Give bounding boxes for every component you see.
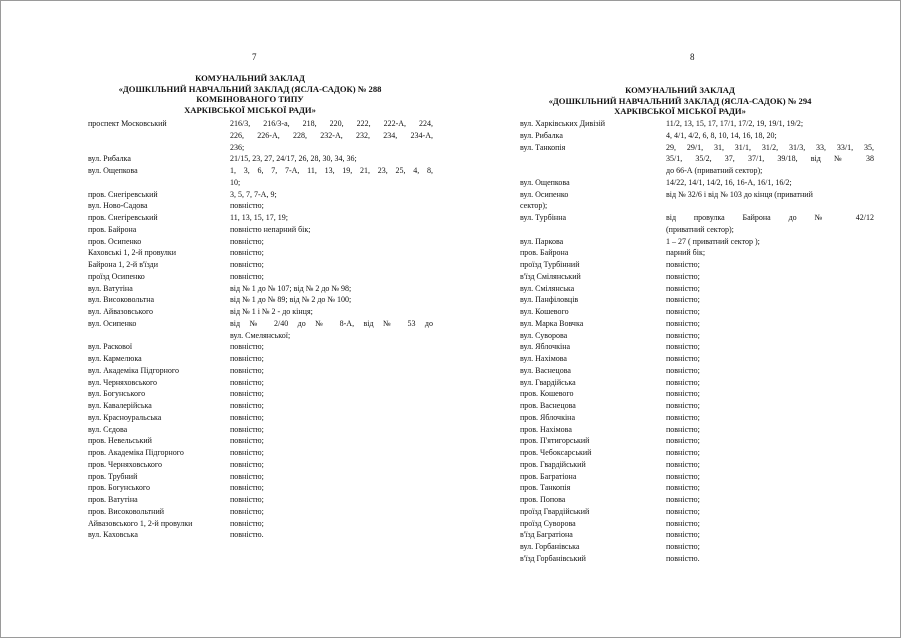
street-row: [520, 471, 874, 483]
street-name: пров. Черняховського: [88, 459, 162, 469]
street-name: в'їзд Багратіона: [520, 530, 573, 540]
street-row: [88, 482, 433, 494]
house-numbers-line: повністю;: [230, 365, 264, 375]
house-numbers-line: повністю;: [230, 506, 264, 516]
street-name: проїзд Турбінний: [520, 260, 580, 269]
street-name: вул. Суворова: [520, 330, 568, 340]
house-numbers: [230, 494, 433, 506]
street-name: вул. Сєдова: [88, 424, 128, 434]
street-name: вул. Гвардійська: [520, 377, 576, 387]
house-numbers: [666, 482, 874, 494]
house-numbers: [230, 529, 433, 541]
street-row: [520, 177, 874, 189]
house-numbers: [230, 236, 433, 248]
street-name: вул. Академіка Підгорного: [88, 365, 179, 375]
house-numbers: [230, 247, 433, 259]
street-row: [520, 330, 874, 342]
street-name: пров. Високовольтний: [88, 506, 164, 516]
house-numbers: [666, 318, 874, 330]
street-name: вул. Високовольтна: [88, 295, 155, 305]
house-numbers-line: від № 1 до № 107; від № 2 до № 98;: [230, 283, 352, 293]
street-name: вул. Черняховського: [88, 377, 158, 387]
street-name: Каховські 1, 2-й провулки: [88, 248, 177, 258]
house-numbers: [666, 529, 874, 541]
street-row: [520, 459, 874, 471]
street-row: [88, 506, 433, 518]
street-name: проїзд Осипенко: [88, 271, 145, 281]
house-numbers-line: повністю;: [230, 389, 264, 399]
street-name: вул. Кармелюка: [88, 354, 142, 363]
house-numbers-line: повністю;: [666, 283, 700, 293]
street-name: вул. Красноуральська: [88, 412, 162, 422]
house-numbers-line: повністю;: [666, 260, 700, 269]
house-numbers-line: повністю;: [230, 436, 264, 446]
street-name: пров. Попова: [520, 495, 566, 504]
house-numbers-line: 4, 4/1, 4/2, 6, 8, 10, 14, 16, 18, 20;: [666, 130, 777, 140]
house-numbers: [666, 212, 874, 236]
house-numbers: [666, 518, 874, 530]
house-numbers-line: повністю;: [666, 377, 700, 387]
house-numbers-line: від провулка Байрона до № 42/12: [666, 213, 874, 222]
street-name: вул. Харківських Дивізій: [520, 119, 606, 128]
house-numbers-line: повністю;: [230, 401, 264, 410]
street-row: [88, 212, 433, 224]
street-row: [88, 165, 433, 189]
house-numbers-line: повністю;: [666, 307, 700, 316]
street-name: пров. Кошевого: [520, 389, 574, 399]
house-numbers-line: 11/2, 13, 15, 17, 17/1, 17/2, 19, 19/1, 19/2;: [666, 119, 804, 128]
street-row: [88, 294, 433, 306]
street-name: пров. Яблочкіна: [520, 412, 576, 422]
house-numbers-line: повністю;: [666, 342, 700, 352]
institution-heading: [80, 73, 420, 115]
street-row: [88, 153, 433, 165]
street-row: [520, 318, 874, 330]
house-numbers-line: 236;: [230, 142, 245, 152]
house-numbers-line: 29, 29/1, 31, 31/1, 31/2, 31/3, 33, 33/1, 35,: [666, 142, 874, 152]
street-name: вул. Рибалка: [88, 154, 131, 164]
street-name: вул. Кавалерійська: [88, 401, 152, 410]
house-numbers: [666, 365, 874, 377]
house-numbers-line: 11, 13, 15, 17, 19;: [230, 213, 288, 222]
street-name: вул. Богунського: [88, 389, 146, 399]
house-numbers: [666, 118, 874, 130]
house-numbers-line: 1 – 27 ( приватний сектор );: [666, 236, 760, 246]
street-name: вул. Осипенко: [520, 189, 569, 199]
street-row: [88, 471, 433, 483]
house-numbers-line: 1, 3, 6, 7, 7-А, 11, 13, 19, 21, 23, 25, 4, 8,: [230, 166, 433, 175]
house-numbers: [230, 412, 433, 424]
house-numbers: [666, 306, 874, 318]
street-row: [88, 353, 433, 365]
house-numbers: [666, 494, 874, 506]
house-numbers: [230, 388, 433, 400]
street-row: [88, 189, 433, 201]
house-numbers: [666, 400, 874, 412]
house-numbers: [230, 153, 433, 165]
house-numbers: [666, 447, 874, 459]
house-numbers-line: 226, 226-А, 228, 232-А, 232, 234, 234-А,: [230, 130, 433, 140]
heading-line: ХАРКІВСЬКОЇ МІСЬКОЇ РАДИ»: [614, 106, 746, 116]
street-row: [520, 518, 874, 530]
house-numbers-line: повністю непарний бік;: [230, 224, 311, 234]
street-name: пров. Снегіревський: [88, 189, 158, 199]
house-numbers-line: 21/15, 23, 27, 24/17, 26, 28, 30, 34, 36;: [230, 154, 357, 164]
street-name: пров. Академіка Підгорного: [88, 448, 184, 457]
street-row: [520, 388, 874, 400]
house-numbers-line: 35/1, 35/2, 37, 37/1, 39/18, від № 38: [666, 154, 874, 164]
page-number: 8: [690, 52, 695, 62]
street-name: пров. Трубний: [88, 471, 138, 481]
house-numbers-line: повністю;: [666, 424, 700, 434]
house-numbers: [230, 306, 433, 318]
street-row: [88, 388, 433, 400]
street-name: пров. Ватутіна: [88, 495, 138, 504]
house-numbers: [666, 271, 874, 283]
street-row: [88, 224, 433, 236]
house-numbers: [230, 283, 433, 295]
street-name: Байрона 1, 2-й в'їзди: [88, 260, 159, 269]
house-numbers-line: 3, 5, 7, 7-А, 9;: [230, 189, 277, 199]
street-row: [88, 529, 433, 541]
street-list: [520, 118, 874, 565]
house-numbers-line: 216/3, 216/3-а, 218, 220, 222, 222-А, 224,: [230, 119, 433, 128]
house-numbers: [230, 189, 433, 201]
house-numbers-line: до 66-А (приватний сектор);: [666, 166, 763, 175]
house-numbers: [230, 341, 433, 353]
house-numbers-line: повністю;: [666, 483, 700, 493]
house-numbers-line: повністю.: [666, 553, 700, 563]
house-numbers-line: повністю;: [666, 530, 700, 540]
heading-line: «ДОШКІЛЬНИЙ НАВЧАЛЬНИЙ ЗАКЛАД (ЯСЛА-САДОК) № 294: [548, 95, 812, 106]
house-numbers: [230, 259, 433, 271]
house-numbers-line: повністю;: [230, 459, 264, 469]
street-name: пров. Невельський: [88, 436, 152, 446]
house-numbers-line: від № 1 до № 89; від № 2 до № 100;: [230, 295, 352, 305]
street-name: в'їзд Горбанівський: [520, 553, 586, 563]
heading-line: «ДОШКІЛЬНИЙ НАВЧАЛЬНИЙ ЗАКЛАД (ЯСЛА-САДОК) № 288: [118, 83, 382, 94]
house-numbers: [230, 200, 433, 212]
house-numbers: [666, 294, 874, 306]
house-numbers: [230, 435, 433, 447]
street-row: [520, 271, 874, 283]
street-row: [520, 130, 874, 142]
street-row: [88, 236, 433, 248]
house-numbers: [666, 330, 874, 342]
house-numbers-line: повністю;: [230, 483, 264, 493]
house-numbers-line: повністю;: [666, 271, 700, 281]
street-row: [520, 259, 874, 271]
street-row: [520, 553, 874, 565]
house-numbers-line: повністю;: [666, 295, 700, 305]
street-row: [88, 306, 433, 318]
street-name: в'їзд Смілянський: [520, 271, 581, 281]
house-numbers-line: парний бік;: [666, 248, 706, 258]
house-numbers: [230, 365, 433, 377]
heading-line: КОМБІНОВАНОГО ТИПУ: [196, 94, 304, 104]
street-row: [88, 494, 433, 506]
street-name: вул. Ощепкова: [88, 166, 138, 175]
house-numbers: [230, 424, 433, 436]
street-row: [88, 118, 433, 153]
street-row: [88, 283, 433, 295]
street-name: вул. Айвазовського: [88, 307, 154, 316]
street-name: пров. Нахімова: [520, 424, 572, 434]
street-row: [88, 247, 433, 259]
house-numbers-line: повністю;: [666, 389, 700, 399]
house-numbers: [666, 424, 874, 436]
house-numbers-line: повністю;: [666, 542, 700, 551]
house-numbers: [666, 259, 874, 271]
house-numbers: [230, 506, 433, 518]
street-name: пров. П'ятигорський: [520, 436, 590, 446]
house-numbers: [666, 189, 874, 201]
street-name: вул. Каховська: [88, 530, 138, 540]
street-name: вул. Танкопія: [520, 142, 566, 152]
street-name: проїзд Суворова: [520, 518, 576, 528]
house-numbers-line: повністю;: [230, 354, 264, 363]
street-row: [520, 541, 874, 553]
street-name: вул. Смілянська: [520, 283, 575, 293]
house-numbers-line: повністю;: [230, 236, 264, 246]
street-name: пров. Осипенко: [88, 236, 142, 246]
house-numbers: [230, 224, 433, 236]
house-numbers: [230, 271, 433, 283]
house-numbers: [666, 177, 874, 189]
house-numbers: [666, 283, 874, 295]
street-name: вул. Ново-Садова: [88, 201, 148, 211]
house-numbers: [666, 130, 874, 142]
street-row: [88, 365, 433, 377]
house-numbers-line: повністю;: [666, 506, 700, 516]
street-row: [88, 400, 433, 412]
street-row: [88, 424, 433, 436]
street-name: пров. Васнецова: [520, 401, 576, 410]
street-name: пров. Чебоксарський: [520, 448, 592, 457]
street-name: пров. Байрона: [88, 224, 137, 234]
street-row: [520, 353, 874, 365]
street-row: [520, 236, 874, 248]
house-numbers-line: повністю;: [230, 342, 264, 352]
street-name: пров. Снегіревський: [88, 213, 158, 222]
street-row: [520, 118, 874, 130]
house-numbers-line: повністю;: [230, 448, 264, 457]
house-numbers-line: повністю;: [666, 436, 700, 446]
house-numbers: [666, 506, 874, 518]
house-numbers: [230, 118, 433, 153]
street-name: Айвазовського 1, 2-й провулки: [88, 518, 193, 528]
house-numbers-line: повністю;: [666, 401, 700, 410]
street-row: [520, 494, 874, 506]
house-numbers-line: вул. Смелянської;: [230, 330, 291, 340]
street-name: проспект Московський: [88, 119, 167, 128]
house-numbers-line: повністю.: [230, 530, 264, 540]
house-numbers: [666, 541, 874, 553]
house-numbers: [666, 553, 874, 565]
street-row: [520, 142, 874, 177]
house-numbers: [666, 459, 874, 471]
street-name: вул. Марка Вовчка: [520, 318, 584, 328]
house-numbers-line: повністю;: [666, 412, 700, 422]
house-numbers-line: повністю;: [230, 248, 264, 258]
street-row: [520, 189, 874, 201]
street-row: [88, 271, 433, 283]
street-row: [88, 318, 433, 342]
street-name: вул. Васнецова: [520, 365, 571, 375]
street-row: [88, 447, 433, 459]
house-numbers: [230, 459, 433, 471]
street-row: [520, 283, 874, 295]
street-row: [88, 377, 433, 389]
street-row: [520, 529, 874, 541]
house-numbers-line: повністю;: [230, 412, 264, 422]
house-numbers: [666, 142, 874, 177]
street-row: [520, 365, 874, 377]
document-page-left: [0, 0, 450, 638]
house-numbers: [666, 377, 874, 389]
house-numbers-line: повністю;: [666, 495, 700, 504]
street-name: вул. Горбанівська: [520, 542, 580, 551]
street-name: вул. Осипенко: [88, 318, 137, 328]
street-name: вул. Нахімова: [520, 354, 567, 363]
house-numbers-line: повністю;: [666, 330, 700, 340]
house-numbers: [666, 412, 874, 424]
street-row: [520, 424, 874, 436]
street-name: вул. Панфіловців: [520, 295, 579, 305]
street-name: пров. Богунського: [88, 483, 150, 493]
street-row: [520, 294, 874, 306]
house-numbers: [230, 482, 433, 494]
street-row: [88, 518, 433, 530]
street-name: пров. Байрона: [520, 248, 569, 258]
house-numbers: [230, 212, 433, 224]
house-numbers-line: повністю;: [666, 365, 700, 375]
house-numbers-line: від № 32/6 і від № 103 до кінця (приватний: [666, 189, 813, 199]
street-name: вул. Паркова: [520, 236, 564, 246]
house-numbers: [230, 377, 433, 389]
street-name: пров. Гвардійський: [520, 459, 586, 469]
house-numbers: [666, 247, 874, 259]
street-name: вул. Яблочкіна: [520, 342, 571, 352]
house-numbers-line: повністю;: [666, 459, 700, 469]
street-row: [520, 400, 874, 412]
street-row: [520, 377, 874, 389]
house-numbers: [230, 318, 433, 342]
house-numbers-line: від № 2/40 до № 8-А, від № 53 до: [230, 318, 433, 328]
house-numbers-line: повністю;: [666, 318, 700, 328]
house-numbers: [230, 353, 433, 365]
street-row: [520, 200, 874, 212]
street-name: вул. Ощепкова: [520, 177, 570, 187]
street-row: [520, 435, 874, 447]
house-numbers-line: повністю;: [230, 260, 264, 269]
house-numbers-line: (приватний сектор);: [666, 224, 734, 234]
street-name: вул. Раскової: [88, 342, 133, 352]
house-numbers: [666, 435, 874, 447]
house-numbers: [666, 236, 874, 248]
heading-line: КОМУНАЛЬНИЙ ЗАКЛАД: [195, 73, 305, 83]
house-numbers-line: повністю;: [666, 448, 700, 457]
page-number: 7: [252, 52, 257, 62]
street-name: вул. Турбінна: [520, 213, 567, 222]
house-numbers-line: 14/22, 14/1, 14/2, 16, 16-А, 16/1, 16/2;: [666, 177, 792, 187]
street-row: [520, 247, 874, 259]
street-name: вул. Кошевого: [520, 307, 569, 316]
street-name: вул. Ватутіна: [88, 283, 133, 293]
document-page-right: [450, 0, 901, 638]
house-numbers-line: повністю;: [666, 518, 700, 528]
heading-line: КОМУНАЛЬНИЙ ЗАКЛАД: [625, 85, 735, 95]
house-numbers: [666, 388, 874, 400]
street-row: [88, 200, 433, 212]
house-numbers: [230, 471, 433, 483]
street-row: [520, 341, 874, 353]
house-numbers: [230, 294, 433, 306]
house-numbers: [230, 518, 433, 530]
house-numbers: [666, 471, 874, 483]
house-numbers-line: повністю;: [666, 471, 700, 481]
house-numbers: [666, 341, 874, 353]
street-row: [520, 306, 874, 318]
street-row: [88, 259, 433, 271]
street-row: [520, 447, 874, 459]
street-row: [88, 412, 433, 424]
street-row: [88, 459, 433, 471]
house-numbers-line: повністю;: [230, 201, 264, 211]
house-numbers-line: повністю;: [230, 377, 264, 387]
house-numbers: [230, 447, 433, 459]
house-numbers-line: повністю;: [230, 424, 264, 434]
heading-line: ХАРКІВСЬКОЇ МІСЬКОЇ РАДИ»: [184, 104, 316, 115]
street-name: вул. Рибалка: [520, 130, 563, 140]
street-name: пров. Танкопія: [520, 483, 571, 493]
street-row: [520, 412, 874, 424]
street-row: [520, 482, 874, 494]
house-numbers-line: повністю;: [666, 354, 700, 363]
house-numbers-line: повністю;: [230, 518, 264, 528]
street-row: [88, 435, 433, 447]
house-numbers: [666, 353, 874, 365]
house-numbers: [230, 400, 433, 412]
street-list: [88, 118, 433, 541]
house-numbers-line: повністю;: [230, 471, 264, 481]
house-numbers-line: 10;: [230, 177, 241, 187]
street-name: пров. Багратіона: [520, 471, 577, 481]
house-numbers-line: повністю;: [230, 495, 264, 504]
street-name: сектор);: [520, 201, 548, 211]
house-numbers-line: повністю;: [230, 271, 264, 281]
house-numbers-line: від № 1 і № 2 - до кінця;: [230, 307, 313, 316]
street-row: [520, 506, 874, 518]
house-numbers: [230, 165, 433, 189]
street-name: проїзд Гвардійський: [520, 506, 590, 516]
institution-heading: [490, 85, 870, 117]
street-row: [88, 341, 433, 353]
street-row: [520, 212, 874, 236]
